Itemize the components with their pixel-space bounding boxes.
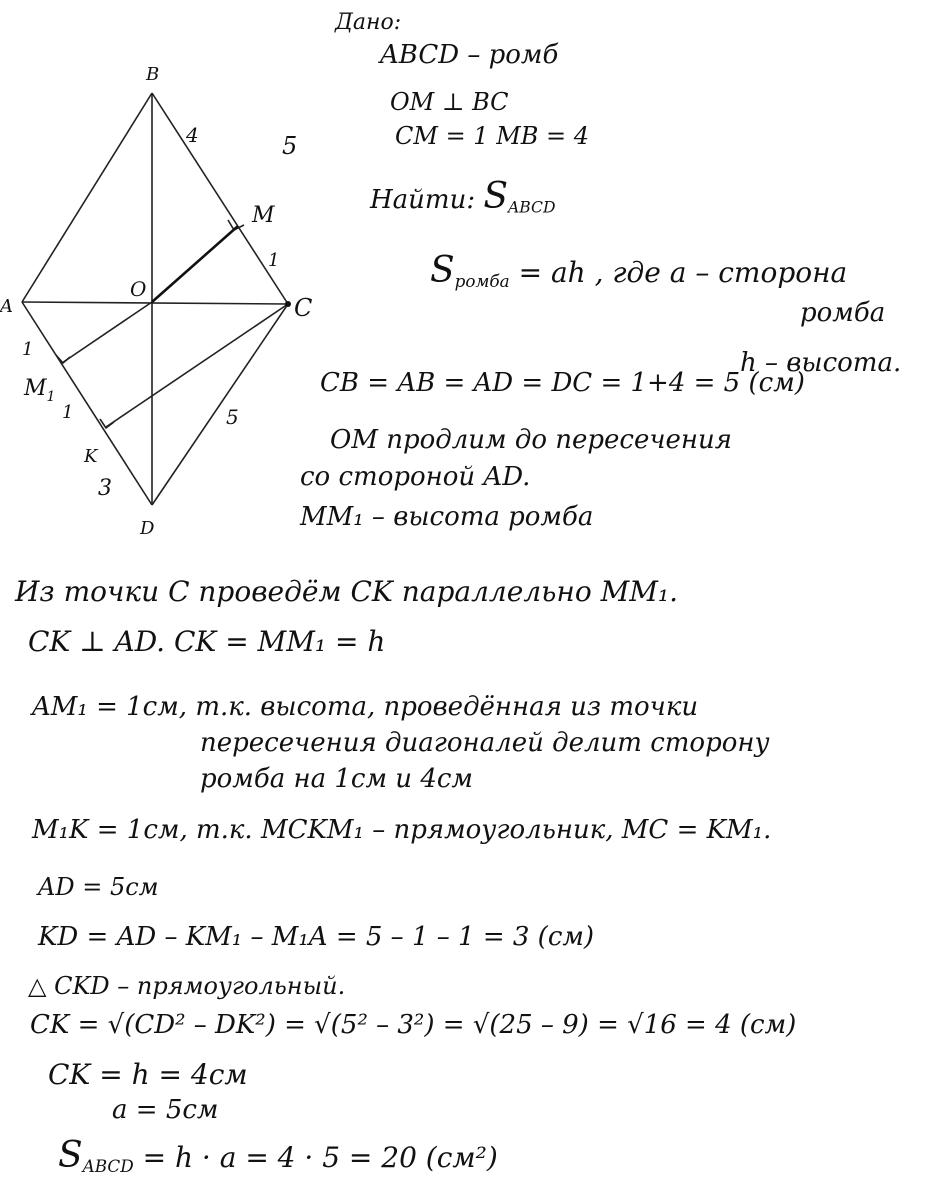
segment-om1 <box>62 302 152 363</box>
side-da <box>22 302 152 505</box>
area-formula <box>430 250 847 291</box>
seg-label-dc: 5 <box>226 405 239 429</box>
ck-equals-h: CK = h = 4см <box>48 1058 248 1091</box>
find-label: Найти: <box>370 185 476 215</box>
label-b: B <box>146 64 160 85</box>
extend-line-2: со стороной AD. <box>300 462 531 492</box>
given-heading: Дано: <box>335 10 402 35</box>
segment-ck <box>106 304 288 427</box>
am1-line-3: ромба на 1см и 4см <box>200 764 473 794</box>
extend-line-1: OM продлим до пересечения <box>330 425 732 455</box>
a-value: a = 5см <box>112 1095 219 1125</box>
rhombus-figure <box>0 50 340 550</box>
formula-rest: = ah , где a – сторона <box>509 256 848 289</box>
area-s: S <box>58 1135 83 1176</box>
label-m1: $M_1$ <box>24 376 56 405</box>
seg-label-kd: 3 <box>98 476 112 501</box>
formula-s-sub: ромба <box>454 271 510 291</box>
given-rhombus: ABCD – ромб <box>380 40 559 70</box>
point-c <box>285 301 291 307</box>
label-k: K <box>84 446 98 467</box>
seg-label-mc: 1 <box>268 250 280 271</box>
label-m: M <box>252 203 275 228</box>
area-result <box>58 1135 498 1176</box>
given-segments: CM = 1 MB = 4 <box>395 122 590 150</box>
triangle-statement: △ CKD – прямоугольный. <box>28 972 346 1000</box>
segment-om <box>152 226 238 302</box>
ad-statement: AD = 5см <box>38 873 159 901</box>
label-a: A <box>0 296 13 317</box>
parallel-statement: Из точки C проведём CK параллельно MM₁. <box>15 575 679 608</box>
am1-line-1: AM₁ = 1см, т.к. высота, проведённая из точки <box>32 692 699 722</box>
side-bc <box>152 93 288 304</box>
area-s-sub: ABCD <box>82 1156 134 1176</box>
seg-label-am1: 1 <box>22 339 34 360</box>
find-s-sub: ABCD <box>508 198 556 217</box>
seg-label-bm: 4 <box>186 123 199 147</box>
diagonal-ac <box>22 302 288 304</box>
formula-line3: h – высота. <box>740 348 902 378</box>
am1-line-2: пересечения диагоналей делит сторону <box>200 728 770 758</box>
given-perpendicular: OM ⊥ BC <box>390 88 509 116</box>
seg-label-m1k: 1 <box>62 402 74 423</box>
height-statement: MM₁ – высота ромба <box>300 502 594 532</box>
rhombus-diagram <box>0 50 340 550</box>
sides-equal: CB = AB = AD = DC = 1+4 = 5 (см) <box>320 368 805 398</box>
side-ab <box>22 93 152 302</box>
formula-s: S <box>430 250 455 291</box>
label-c: C <box>294 294 313 322</box>
ck-calculation: CK = √(CD² – DK²) = √(5² – 3²) = √(25 – 9) = √16 = 4 (см) <box>30 1010 797 1040</box>
formula-line2: ромба <box>800 298 886 328</box>
find-s: S <box>483 176 509 217</box>
side-cd <box>152 304 288 505</box>
kd-statement: KD = AD – KM₁ – M₁A = 5 – 1 – 1 = 3 (см) <box>38 922 595 952</box>
area-rest: = h · a = 4 · 5 = 20 (см²) <box>133 1141 498 1174</box>
m1k-statement: M₁K = 1см, т.к. MCKM₁ – прямоугольник, MC = KM₁. <box>32 815 772 845</box>
label-o: O <box>130 277 147 301</box>
find-area <box>370 176 555 217</box>
label-d: D <box>140 518 155 539</box>
perpendicular-statement: CK ⊥ AD. CK = MM₁ = h <box>28 625 386 658</box>
seg-label-side: 5 <box>282 132 298 160</box>
